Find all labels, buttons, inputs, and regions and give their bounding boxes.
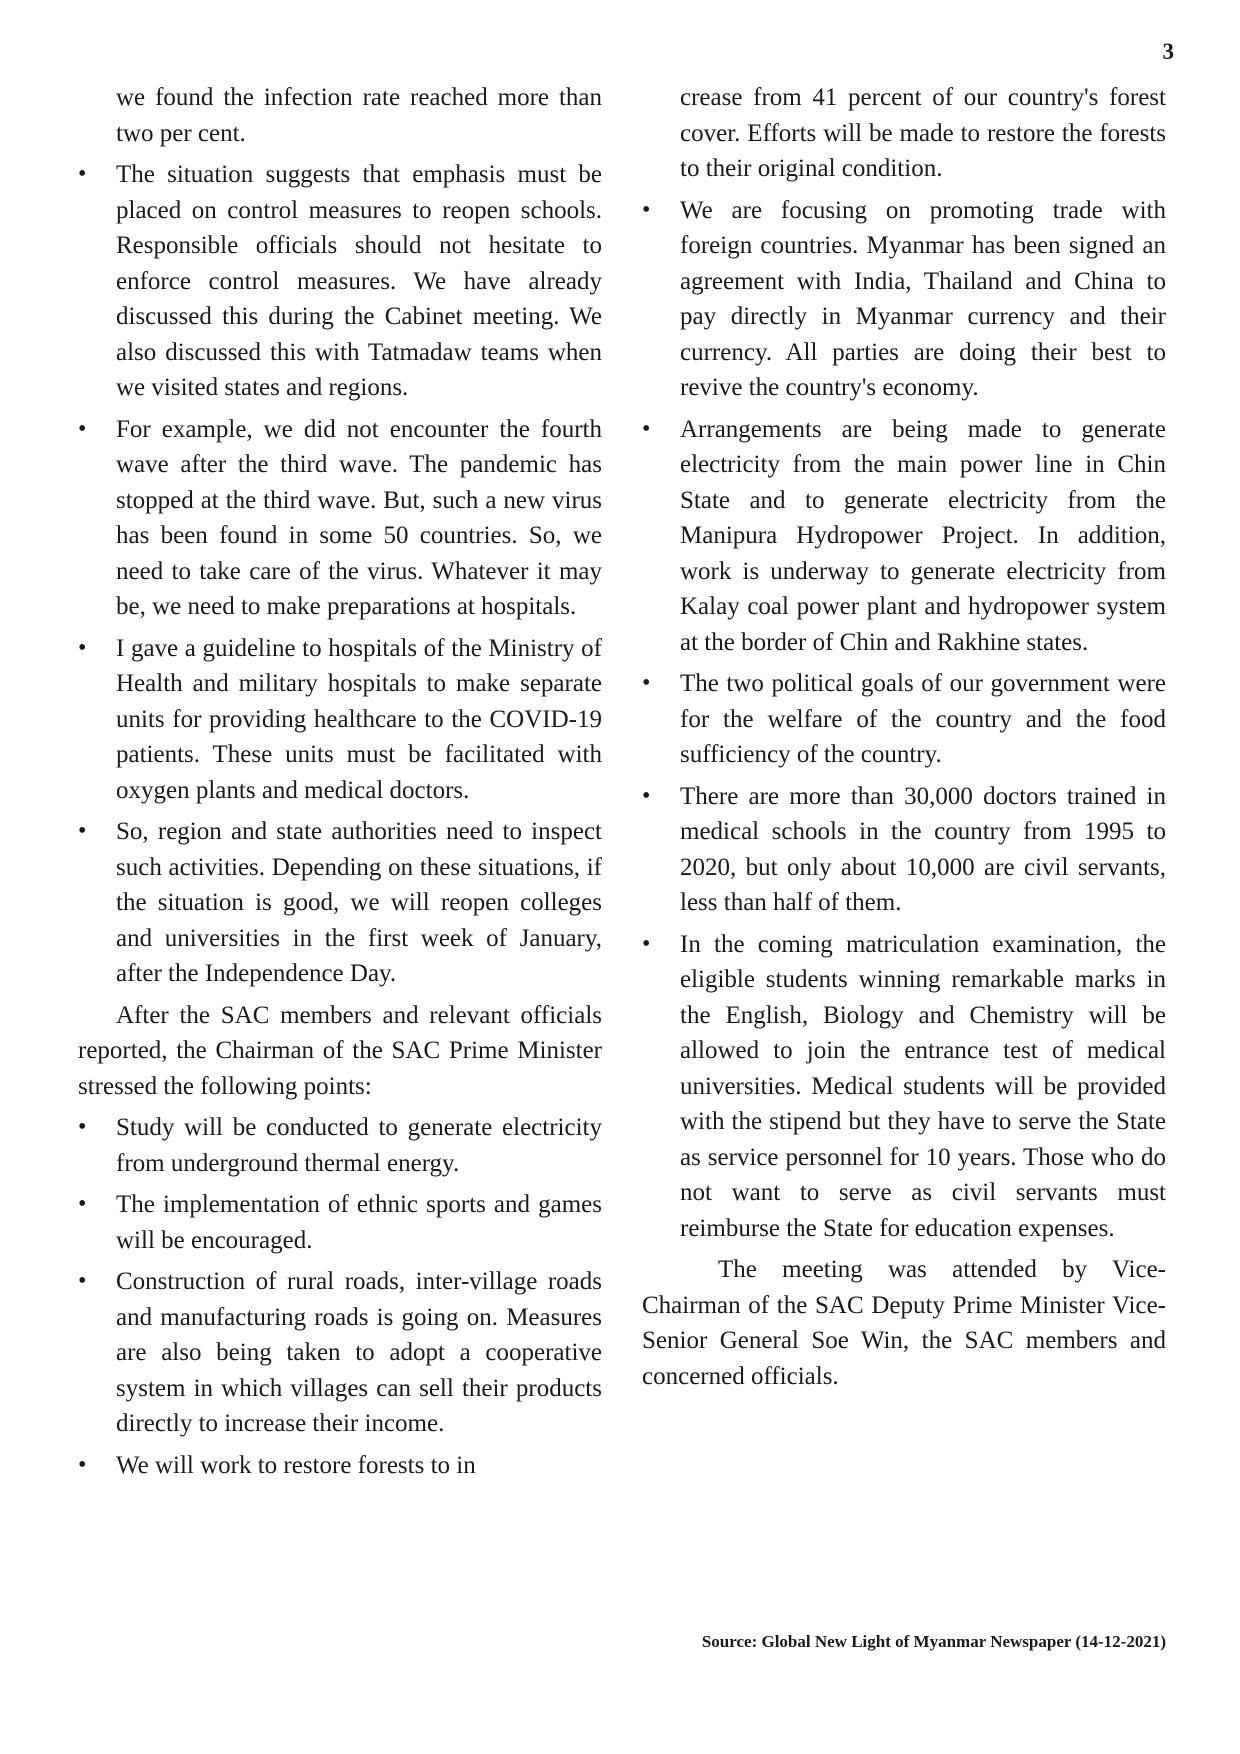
left-column: [78, 80, 602, 1489]
continued-bullet-text: we found the infection rate reached more than two per cent.: [116, 84, 602, 147]
bullet-item: • Arrangements are being made to generate electricity from the main power line in Chin State and to generate electricity from the Manipura Hydropower Project. In addition, work is underway to generate electricity from Kalay coal power plant and hydropower system at the border of Chin and Rakhine states.: [642, 412, 1166, 661]
bullet-item: • In the coming matriculation examination, the eligible students winning remarkable marks in the English, Biology and Chemistry will be allowed to join the entrance test of medical universities. Medical students will be provided with the stipend but they have to serve the State as service personnel for 10 years. Those who do not want to serve as civil servants must reimburse the State for education expenses.: [642, 927, 1166, 1247]
source-citation: Source: Global New Light of Myanmar Newspaper (14-12-2021): [701, 1632, 1166, 1651]
bullet-item: • The implementation of ethnic sports and games will be encouraged.: [78, 1187, 602, 1258]
bullet-item: • The situation suggests that emphasis must be placed on control measures to reopen schools. Responsible officials should not hesitate to enforce control measures. We have already discussed this during the Cabinet meeting. We also discussed this with Tatmadaw teams when we visited states and regions.: [78, 157, 602, 406]
bullet-item: • The two political goals of our government were for the welfare of the country and the food sufficiency of the country.: [642, 666, 1166, 773]
body-paragraph: After the SAC members and relevant officials reported, the Chairman of the SAC Prime Minister stressed the following points:: [78, 1001, 602, 1100]
bullet-list: [78, 1110, 602, 1483]
bullet-item: • I gave a guideline to hospitals of the Ministry of Health and military hospitals to make separate units for providing healthcare to the COVID-19 patients. These units must be facilitated with oxygen plants and medical doctors.: [78, 631, 602, 809]
bullet-item: • There are more than 30,000 doctors trained in medical schools in the country from 1995 to 2020, but only about 10,000 are civil servants, less than half of them.: [642, 779, 1166, 921]
bullet-item: • So, region and state authorities need to inspect such activities. Depending on these situations, if the situation is good, we will reopen colleges and universities in the first week of January, after the Independence Day.: [78, 814, 602, 992]
closing-paragraph: The meeting was attended by Vice-Chairman of the SAC Deputy Prime Minister Vice-Senior General Soe Win, the SAC members and concerned officials.: [642, 1256, 1166, 1390]
right-column: [642, 80, 1166, 1394]
bullet-item: • We are focusing on promoting trade with foreign countries. Myanmar has been signed an agreement with India, Thailand and China to pay directly in Myanmar currency and their currency. All parties are doing their best to revive the country's economy.: [642, 193, 1166, 406]
bullet-list: [78, 157, 602, 992]
bullet-item: • We will work to restore forests to in: [78, 1448, 602, 1484]
continued-bullet-text: crease from 41 percent of our country's forest cover. Efforts will be made to restore the forests to their original condition.: [680, 84, 1166, 182]
bullet-list: [642, 193, 1166, 1247]
bullet-item: • Construction of rural roads, inter-village roads and manufacturing roads is going on. Measures are also being taken to adopt a cooperative system in which villages can sell their products directly to increase their income.: [78, 1264, 602, 1442]
bullet-item: • Study will be conducted to generate electricity from underground thermal energy.: [78, 1110, 602, 1181]
page-number: 3: [1162, 39, 1174, 64]
bullet-item: • For example, we did not encounter the fourth wave after the third wave. The pandemic has stopped at the third wave. But, such a new virus has been found in some 50 countries. So, we need to take care of the virus. Whatever it may be, we need to make preparations at hospitals.: [78, 412, 602, 625]
